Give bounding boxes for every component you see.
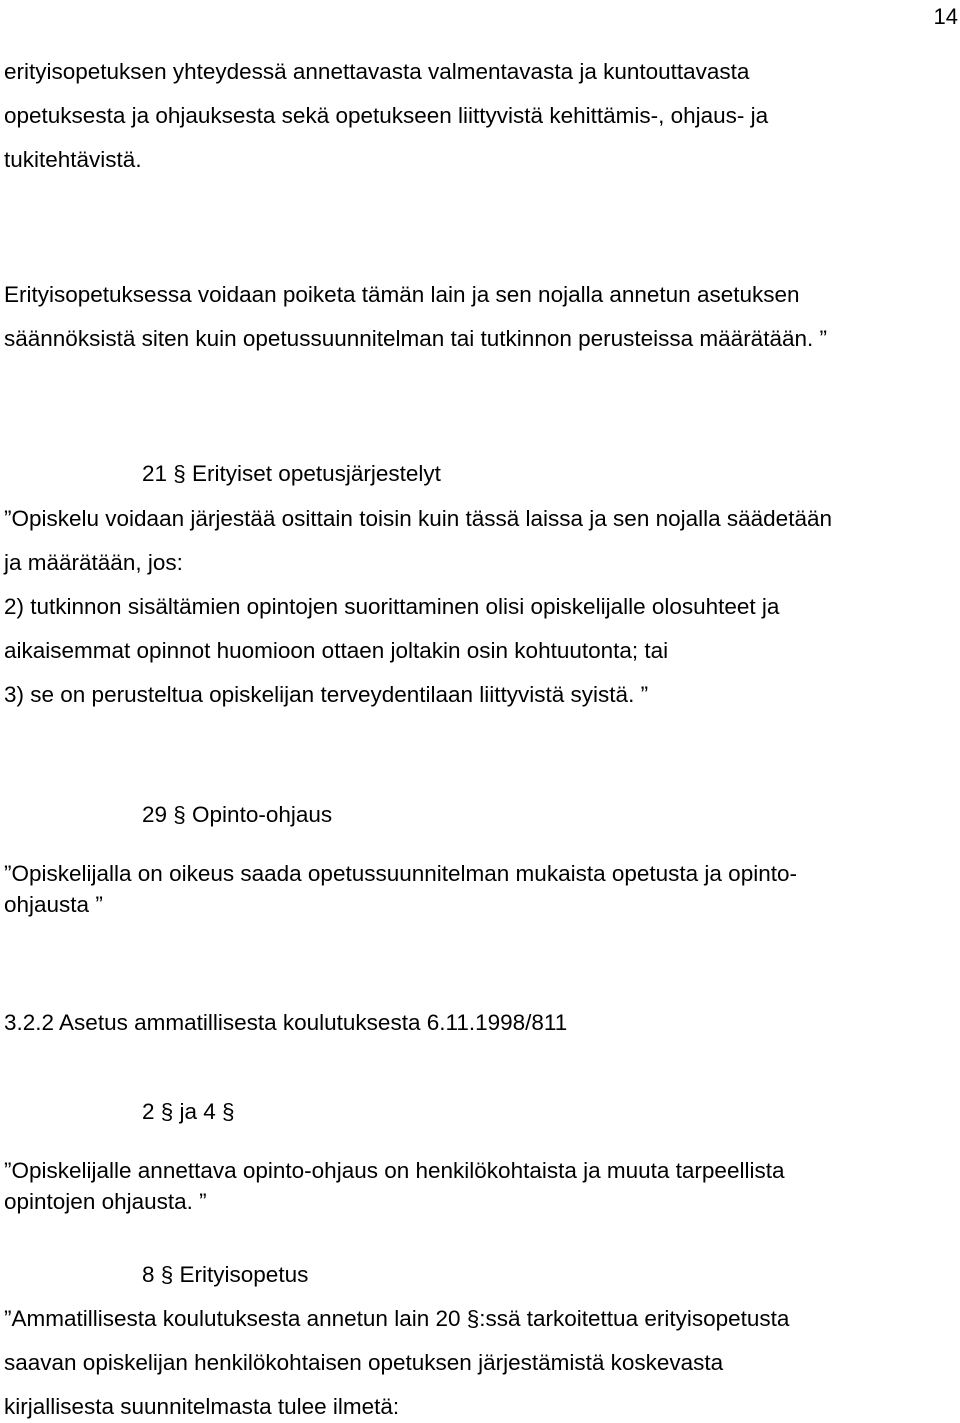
exception-line-1: Erityisopetuksessa voidaan poiketa tämän lain ja sen nojalla annetun asetuksen bbox=[4, 282, 800, 307]
intro-line-1: erityisopetuksen yhteydessä annettavasta valmentavasta ja kuntouttavasta bbox=[4, 59, 750, 84]
intro-line-3: tukitehtävistä. bbox=[4, 147, 142, 172]
section-29-heading: 29 § Opinto-ohjaus bbox=[142, 802, 333, 827]
section-29-line-2: ohjausta ” bbox=[4, 892, 103, 917]
section-8-line-1: ”Ammatillisesta koulutuksesta annetun lain 20 §:ssä tarkoitettua erityisopetusta bbox=[4, 1306, 790, 1331]
subsection-title: 3.2.2 Asetus ammatillisesta koulutuksesta 6.11.1998/811 bbox=[4, 1010, 568, 1035]
section-21-line-2: ja määrätään, jos: bbox=[4, 550, 183, 575]
section-8-line-2: saavan opiskelijan henkilökohtaisen opetuksen järjestämistä koskevasta bbox=[4, 1350, 724, 1375]
section-21-line-3: 2) tutkinnon sisältämien opintojen suorittaminen olisi opiskelijalle olosuhteet ja bbox=[4, 594, 780, 619]
page-number: 14 bbox=[933, 4, 958, 29]
section-21-line-1: ”Opiskelu voidaan järjestää osittain toisin kuin tässä laissa ja sen nojalla säädetään bbox=[4, 506, 832, 531]
section-8-line-3: kirjallisesta suunnitelmasta tulee ilmetä: bbox=[4, 1394, 400, 1419]
section-21-line-5: 3) se on perusteltua opiskelijan terveydentilaan liittyvistä syistä. ” bbox=[4, 682, 649, 707]
exception-line-2: säännöksistä siten kuin opetussuunnitelman tai tutkinnon perusteissa määrätään. ” bbox=[4, 326, 827, 351]
section-2-4-line-2: opintojen ohjausta. ” bbox=[4, 1189, 207, 1214]
section-29-line-1: ”Opiskelijalla on oikeus saada opetussuunnitelman mukaista opetusta ja opinto- bbox=[4, 861, 797, 886]
section-8-heading: 8 § Erityisopetus bbox=[142, 1262, 309, 1287]
section-21-line-4: aikaisemmat opinnot huomioon ottaen joltakin osin kohtuutonta; tai bbox=[4, 638, 669, 663]
intro-line-2: opetuksesta ja ohjauksesta sekä opetukseen liittyvistä kehittämis-, ohjaus- ja bbox=[4, 103, 769, 128]
section-2-4-heading: 2 § ja 4 § bbox=[142, 1099, 235, 1124]
section-2-4-line-1: ”Opiskelijalle annettava opinto-ohjaus on henkilökohtaista ja muuta tarpeellista bbox=[4, 1158, 785, 1183]
section-21-heading: 21 § Erityiset opetusjärjestelyt bbox=[142, 461, 441, 486]
